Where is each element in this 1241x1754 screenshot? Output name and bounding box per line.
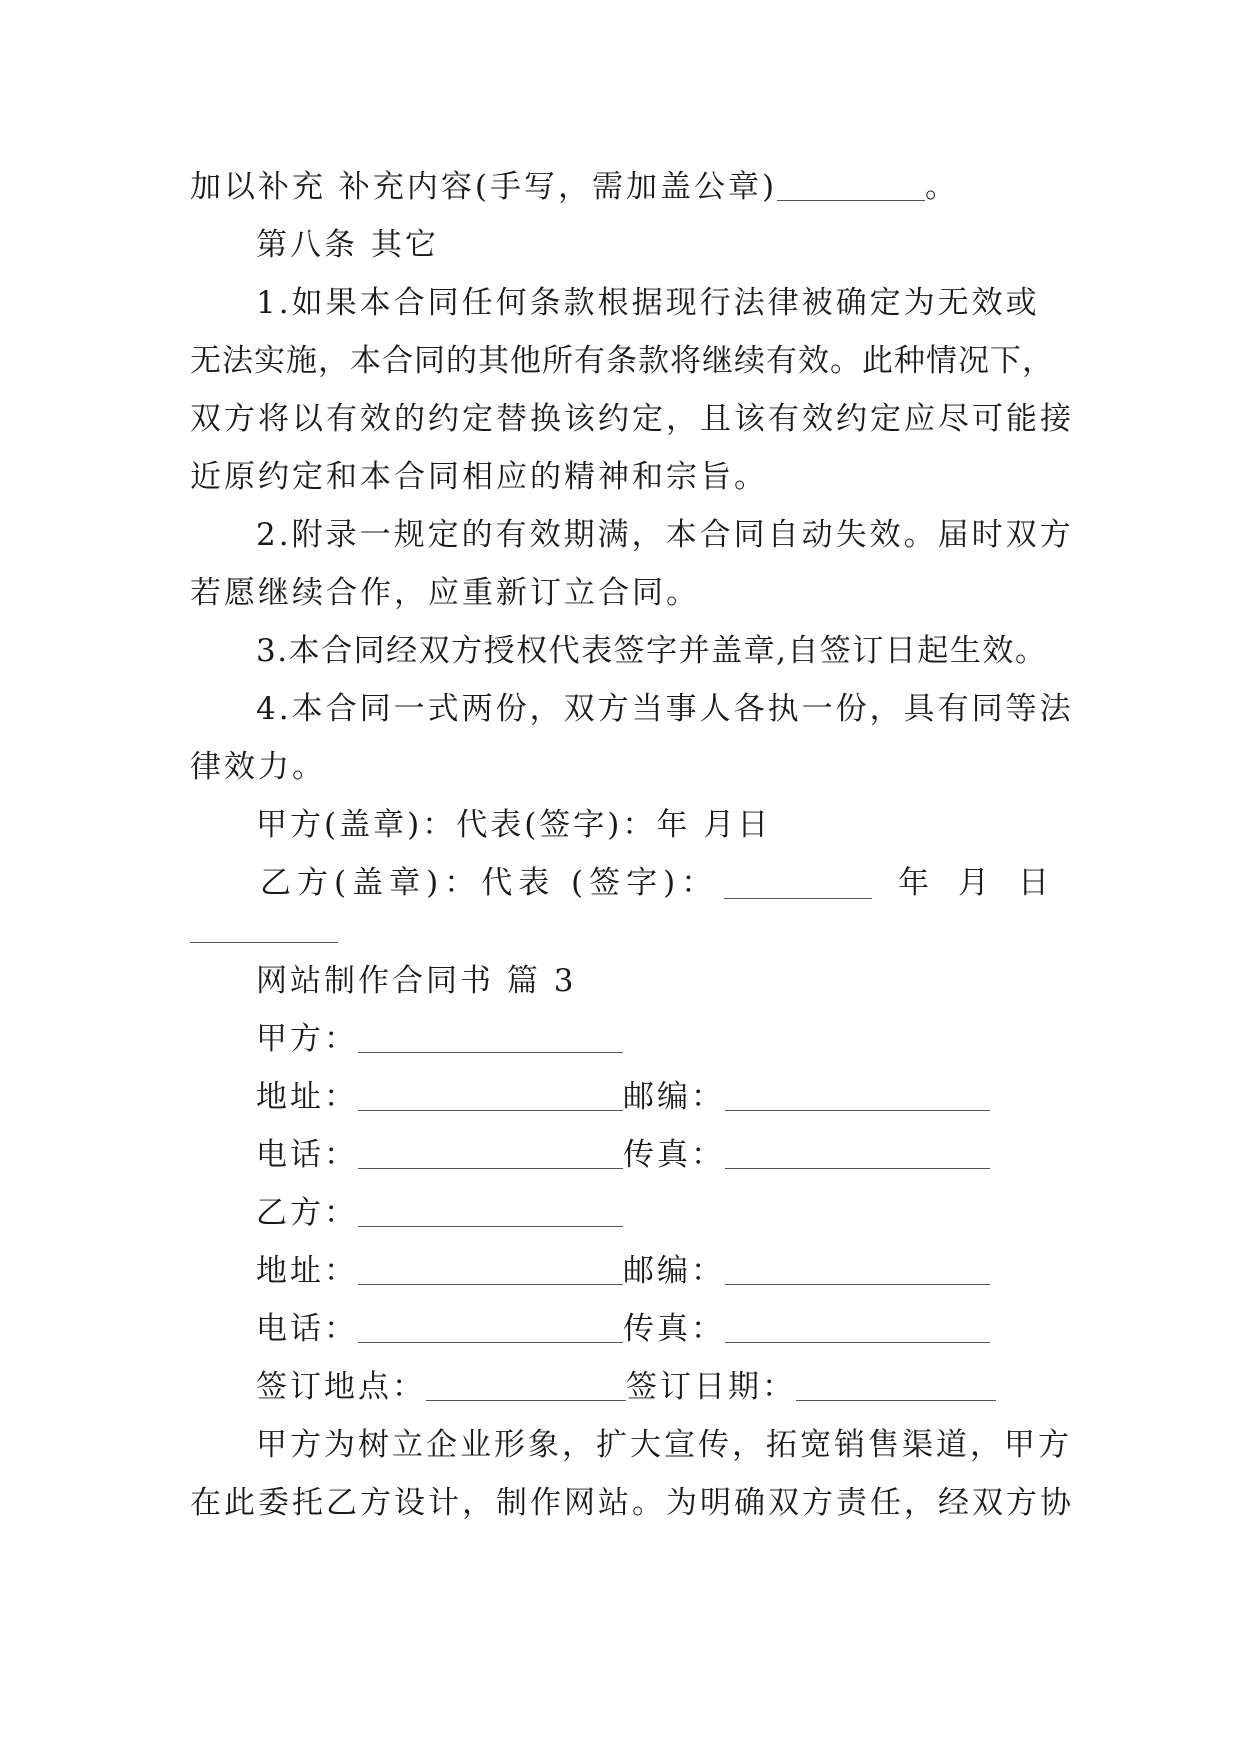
party-b-field[interactable] — [358, 1196, 623, 1227]
form-address-b-row — [190, 1242, 1052, 1300]
clause3: 3.本合同经双方授权代表签字并盖章,自签订日起生效。 — [256, 633, 1048, 669]
fax-b-field[interactable] — [725, 1312, 990, 1343]
supplement-line — [190, 158, 1052, 216]
phone-b-field[interactable] — [358, 1312, 623, 1343]
document-page — [190, 158, 1074, 1532]
party-a-field[interactable] — [358, 1022, 623, 1053]
sign-date-label: 签订日期： — [626, 1369, 796, 1405]
clause1-line1: 1.如果本合同任何条款根据现行法律被确定为无效或 — [256, 285, 1040, 321]
postcode-a-field[interactable] — [725, 1080, 990, 1111]
party-b-blank[interactable] — [724, 868, 872, 899]
form-sign-row — [190, 1358, 1052, 1416]
address-a-label: 地址： — [256, 1079, 358, 1115]
form-phone-b-row — [190, 1300, 1052, 1358]
phone-a-field[interactable] — [358, 1138, 623, 1169]
party-b-trailing-blank[interactable] — [190, 912, 1052, 952]
section3-title: 网站制作合同书 篇 3 — [256, 963, 577, 999]
form-party-a-row — [190, 1010, 1052, 1068]
party-a-label: 甲方： — [256, 1021, 358, 1057]
postcode-b-label: 邮编： — [623, 1253, 725, 1289]
clause1-line2: 无法实施，本合同的其他所有条款将继续有效。此种情况下， — [190, 343, 1054, 379]
phone-b-label: 电话： — [256, 1311, 358, 1347]
party-b-sign-label: 乙方(盖章)：代表 (签字)： — [260, 865, 719, 901]
form-party-b-row — [190, 1184, 1052, 1242]
party-a-signature: 甲方(盖章)：代表(签字)：年 月日 — [256, 807, 772, 843]
supplement-tail: 。 — [925, 169, 960, 205]
address-a-field[interactable] — [358, 1080, 623, 1111]
sign-place-label: 签订地点： — [256, 1369, 426, 1405]
party-b-year: 年 — [898, 865, 932, 901]
sign-place-field[interactable] — [426, 1370, 626, 1401]
party-b-signature — [190, 854, 1052, 912]
sign-date-field[interactable] — [796, 1370, 996, 1401]
party-b-day: 日 — [1018, 865, 1052, 901]
address-b-label: 地址： — [256, 1253, 358, 1289]
intro-line2: 在此委托乙方设计，制作网站。为明确双方责任，经双方协 — [190, 1485, 1074, 1521]
address-b-field[interactable] — [358, 1254, 623, 1285]
party-b-date-group — [724, 854, 1052, 912]
fax-b-label: 传真： — [623, 1311, 725, 1347]
clause4-line1: 4.本合同一式两份，双方当事人各执一份，具有同等法 — [256, 691, 1074, 727]
fax-a-label: 传真： — [623, 1137, 725, 1173]
form-phone-a-row — [190, 1126, 1052, 1184]
fax-a-field[interactable] — [725, 1138, 990, 1169]
clause2-line1: 2.附录一规定的有效期满，本合同自动失效。届时双方 — [256, 517, 1074, 553]
party-b-month: 月 — [958, 865, 992, 901]
phone-a-label: 电话： — [256, 1137, 358, 1173]
supplement-blank[interactable] — [777, 170, 925, 201]
supplement-text: 加以补充 补充内容(手写，需加盖公章) — [190, 169, 778, 205]
article8-title: 第八条 其它 — [256, 227, 439, 263]
form-address-a-row — [190, 1068, 1052, 1126]
clause1-line3: 双方将以有效的约定替换该约定，且该有效约定应尽可能接 — [190, 401, 1074, 437]
postcode-b-field[interactable] — [725, 1254, 990, 1285]
clause4-line2: 律效力。 — [190, 749, 326, 785]
clause2-line2: 若愿继续合作，应重新订立合同。 — [190, 575, 700, 611]
clause1-line4: 近原约定和本合同相应的精神和宗旨。 — [190, 459, 768, 495]
intro-line1: 甲方为树立企业形象，扩大宣传，拓宽销售渠道，甲方 — [256, 1427, 1072, 1463]
party-b-label: 乙方： — [256, 1195, 358, 1231]
trailing-underline — [190, 912, 338, 943]
postcode-a-label: 邮编： — [623, 1079, 725, 1115]
